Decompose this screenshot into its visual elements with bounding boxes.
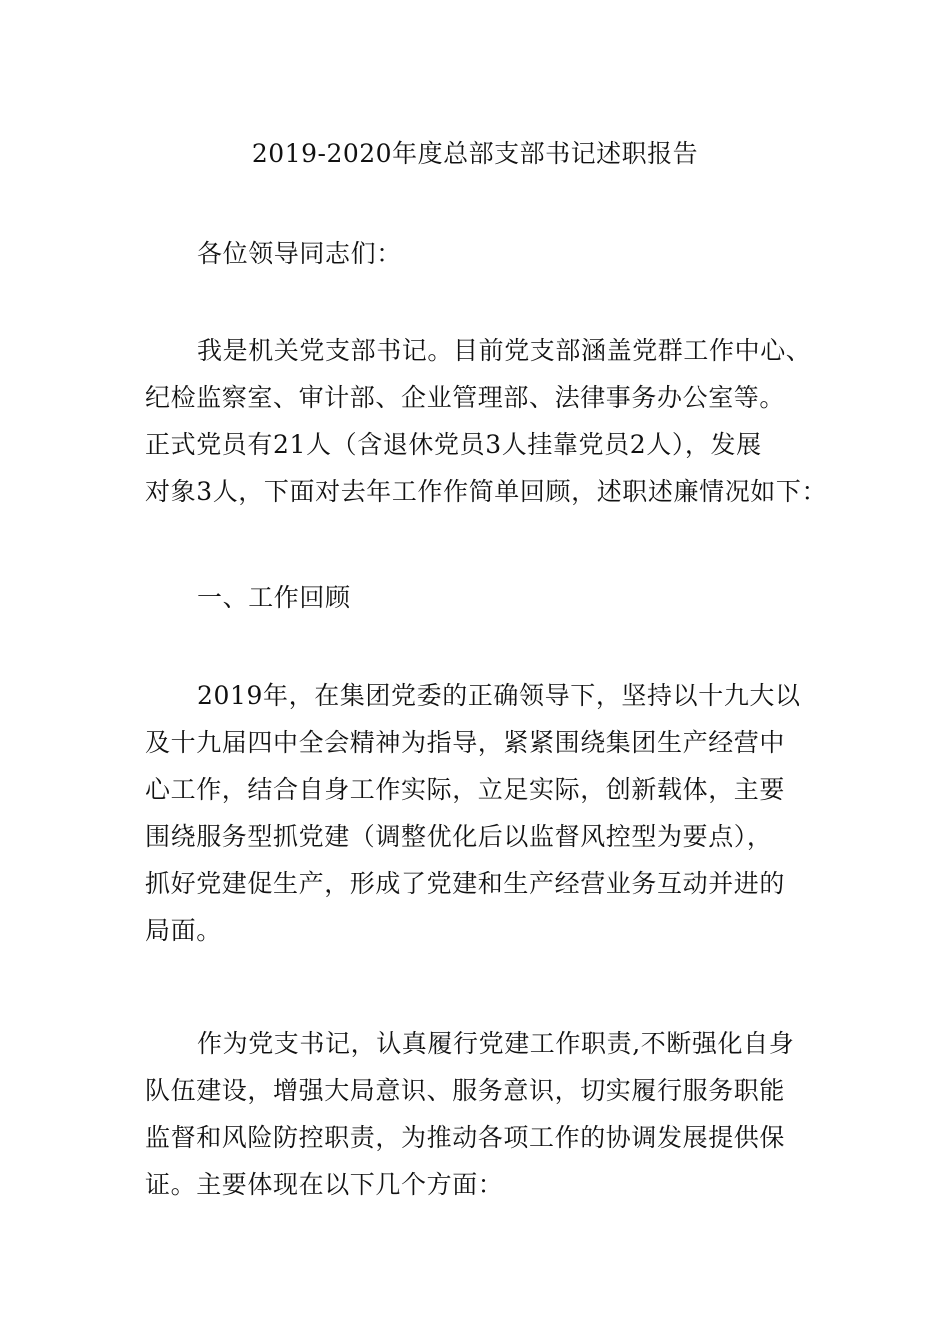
paragraph-line: 作为党支书记，认真履行党建工作职责,不断强化自身 [197, 1029, 795, 1058]
document-title: 2019-2020年度总部支部书记述职报告 [251, 139, 699, 168]
paragraph-line: 队伍建设，增强大局意识、服务意识，切实履行服务职能 [145, 1076, 786, 1105]
paragraph-line: 证。主要体现在以下几个方面： [145, 1170, 504, 1199]
paragraph-line: 及十九届四中全会精神为指导，紧紧围绕集团生产经营中 [145, 728, 786, 757]
paragraph-line: 2019年，在集团党委的正确领导下，坚持以十九大以 [197, 681, 801, 710]
paragraph-line: 监督和风险防控职责，为推动各项工作的协调发展提供保 [145, 1123, 786, 1152]
paragraph-line: 纪检监察室、审计部、企业管理部、法律事务办公室等。 [145, 383, 786, 412]
paragraph-line: 局面。 [145, 916, 222, 945]
salutation-text: 各位领导同志们： [197, 239, 402, 268]
paragraph-line: 抓好党建促生产，形成了党建和生产经营业务互动并进的 [145, 869, 786, 898]
paragraph-line: 我是机关党支部书记。目前党支部涵盖党群工作中心、 [197, 336, 812, 365]
paragraph-line: 围绕服务型抓党建（调整优化后以监督风控型为要点）， [145, 822, 773, 851]
section-heading [145, 574, 810, 621]
section-heading-text: 一、工作回顾 [197, 583, 351, 612]
paragraph-review [145, 672, 810, 954]
paragraph-line: 正式党员有21人（含退休党员3人挂靠党员2人），发展 [145, 430, 762, 459]
paragraph-line: 对象3人，下面对去年工作作简单回顾，述职述廉情况如下： [145, 477, 828, 506]
salutation [145, 230, 810, 277]
paragraph-intro [145, 327, 828, 515]
paragraph-line: 心工作，结合自身工作实际，立足实际，创新载体，主要 [145, 775, 786, 804]
paragraph-duties [145, 1020, 810, 1208]
